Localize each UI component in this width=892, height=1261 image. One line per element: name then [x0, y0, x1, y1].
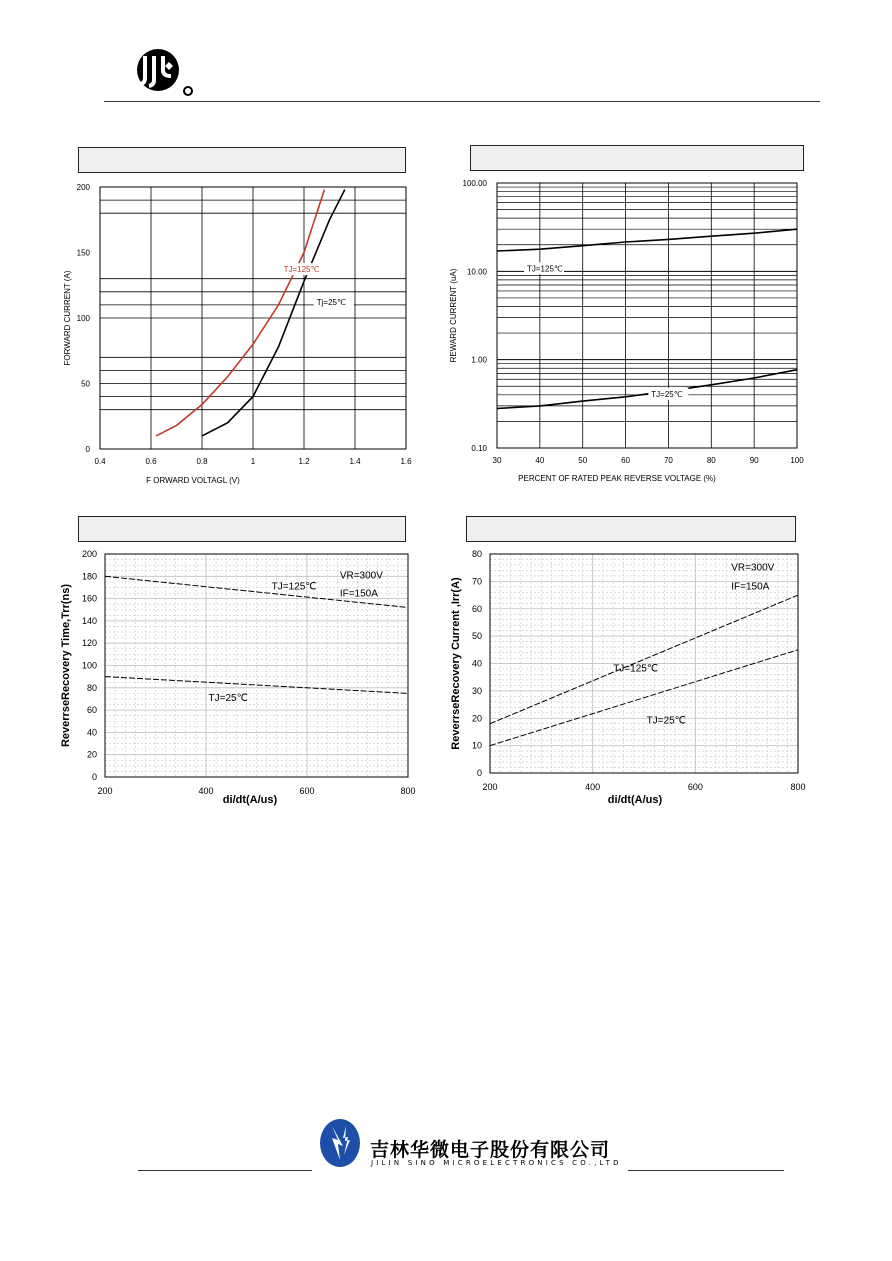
annotation-label: TJ=25℃: [651, 389, 683, 399]
y-tick-label: 100: [76, 314, 90, 323]
x-tick-label: 30: [492, 456, 502, 465]
y-tick-label: 80: [471, 549, 482, 559]
reverse-recovery-current-chart: [445, 545, 815, 815]
y-tick-label: 200: [76, 183, 90, 192]
y-tick-label: 60: [471, 603, 482, 614]
y-axis-label: FORWARD CURRENT (A): [63, 270, 72, 366]
y-tick-label: 50: [471, 631, 482, 642]
x-tick-label: 90: [749, 456, 759, 465]
plot-frame: [497, 183, 797, 448]
y-tick-label: 100.00: [462, 179, 487, 188]
x-tick-label: 800: [790, 782, 806, 792]
x-tick-label: 600: [687, 782, 703, 792]
y-tick-label: 20: [86, 749, 97, 760]
y-tick-label: 200: [81, 549, 97, 559]
x-axis-label: F ORWARD VOLTAGL (V): [146, 476, 240, 485]
y-tick-label: 120: [81, 638, 97, 649]
x-axis-label: PERCENT OF RATED PEAK REVERSE VOLTAGE (%): [518, 474, 716, 483]
x-tick-label: 1.2: [298, 457, 310, 466]
annotation-label: TJ=125℃: [271, 581, 317, 593]
x-tick-label: 0.8: [196, 457, 208, 466]
series-line: [497, 370, 797, 409]
forward-characteristic-chart: [60, 175, 430, 495]
y-tick-label: 0.10: [471, 444, 487, 453]
series-line: [497, 229, 797, 251]
x-tick-label: 80: [706, 456, 716, 465]
company-name-cn: 吉林华微电子股份有限公司: [370, 1139, 611, 1161]
header-rule: [104, 101, 820, 102]
y-tick-label: 180: [81, 571, 97, 582]
chart-title-box-forward: [78, 147, 406, 173]
y-tick-label: 40: [471, 658, 482, 669]
y-tick-label: 50: [81, 379, 90, 389]
y-tick-label: 100: [81, 660, 97, 671]
x-tick-label: 50: [578, 456, 588, 465]
y-tick-label: 1.00: [471, 355, 487, 365]
footer-rule-right: [628, 1170, 784, 1171]
y-tick-label: 10: [471, 740, 482, 751]
x-tick-label: 400: [585, 782, 601, 792]
reverse-current-chart: [440, 172, 812, 488]
x-tick-label: 200: [97, 786, 113, 796]
y-tick-label: 70: [471, 576, 482, 587]
annotation-label: TJ=25℃: [208, 693, 248, 705]
y-tick-label: 30: [471, 685, 482, 696]
x-tick-label: 1: [250, 457, 256, 466]
x-axis-label: di/dt(A/us): [607, 794, 663, 806]
annotation-label: TJ=125℃: [527, 264, 563, 274]
x-tick-label: 40: [535, 456, 545, 465]
annotation-label: Tj=25℃: [316, 297, 346, 307]
y-tick-label: 140: [81, 615, 97, 626]
x-tick-label: 100: [790, 456, 804, 465]
x-axis-label: di/dt(A/us): [222, 794, 278, 806]
x-tick-label: 1.4: [349, 457, 361, 466]
annotation-label: IF=150A: [339, 588, 378, 600]
x-tick-label: 70: [663, 456, 673, 465]
x-tick-label: 1.6: [400, 457, 412, 466]
x-tick-label: 800: [400, 786, 416, 796]
annotation-label: IF=150A: [731, 581, 770, 593]
y-tick-label: 80: [86, 682, 97, 693]
y-tick-label: 160: [81, 593, 97, 604]
sino-microelectronics-emblem-icon: [318, 1118, 362, 1168]
y-tick-label: 40: [86, 727, 97, 738]
y-axis-label: ReverrseRecovery Time,Trr(ns): [60, 583, 72, 748]
jsm-logo-icon: [136, 48, 196, 98]
annotation-label: TJ=25℃: [646, 715, 686, 727]
y-tick-label: 150: [76, 248, 90, 258]
reverse-recovery-time-chart: [55, 545, 425, 815]
x-tick-label: 200: [482, 782, 498, 792]
y-axis-label: REWARD CURRENT (uA): [449, 268, 458, 363]
chart-title-box-reverse-current: [470, 145, 804, 171]
y-tick-label: 0: [85, 445, 90, 454]
y-tick-label: 0: [476, 768, 482, 778]
x-tick-label: 400: [198, 786, 214, 796]
company-name-en: JILIN SINO MICROELECTRONICS CO.,LTD: [371, 1159, 622, 1167]
annotation-label: VR=300V: [339, 570, 383, 582]
annotation-label: TJ=125℃: [613, 663, 659, 675]
y-tick-label: 0: [91, 772, 97, 782]
annotation-label: TJ=125℃: [283, 265, 320, 275]
x-tick-label: 600: [299, 786, 315, 796]
y-tick-label: 60: [86, 705, 97, 716]
y-axis-label: ReverrseRecovery Current ,Irr(A): [450, 577, 462, 750]
x-tick-label: 0.4: [94, 457, 106, 466]
chart-title-box-trr: [78, 516, 406, 542]
x-tick-label: 60: [621, 456, 631, 465]
annotation-label: VR=300V: [731, 562, 775, 574]
chart-title-box-irr: [466, 516, 796, 542]
y-tick-label: 10.00: [466, 267, 487, 277]
x-tick-label: 0.6: [145, 457, 157, 466]
footer-rule-left: [138, 1170, 312, 1171]
series-line: [156, 190, 324, 436]
y-tick-label: 20: [471, 713, 482, 724]
